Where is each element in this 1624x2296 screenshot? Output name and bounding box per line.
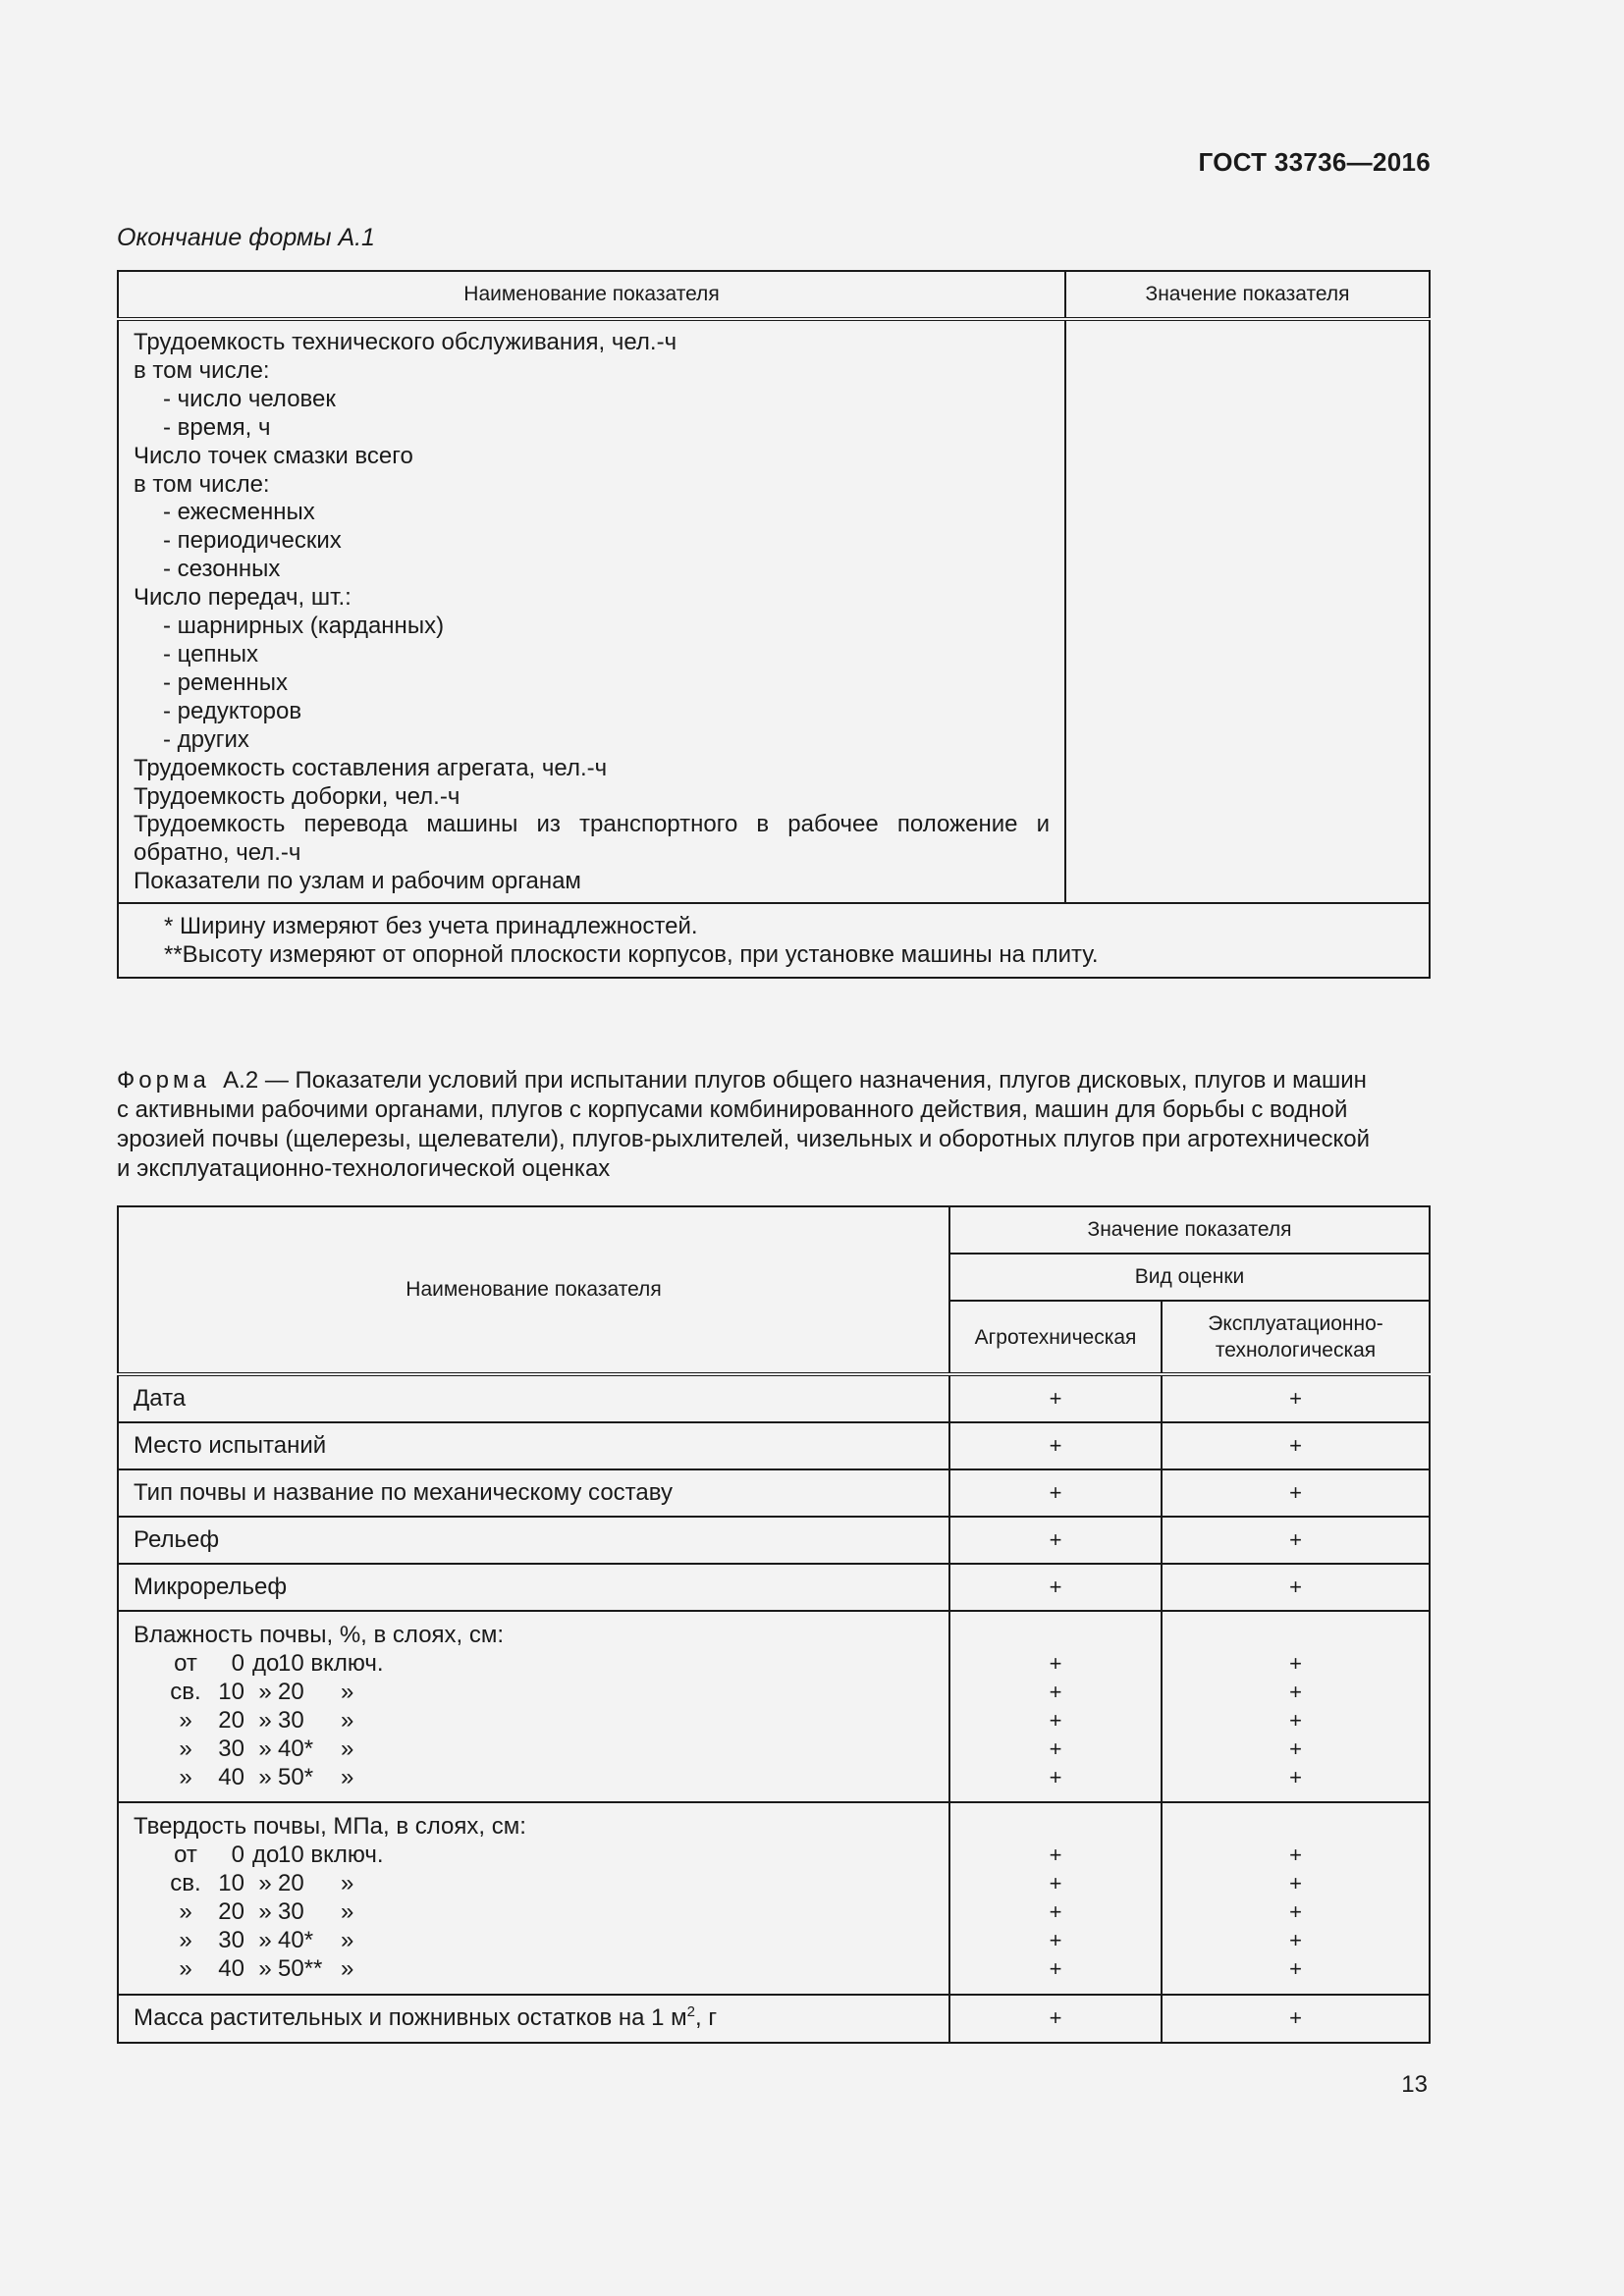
layer-cell: » <box>258 1927 272 1954</box>
layer-cell: » <box>341 1954 354 1982</box>
indicator-line: - шарнирных (карданных) <box>163 613 445 640</box>
form-title-line-4: и эксплуатационно-технологической оценках <box>117 1155 611 1182</box>
page-number: 13 <box>1401 2071 1428 2098</box>
indicator-line: - сезонных <box>163 556 281 583</box>
table-row <box>118 1517 1430 1564</box>
column-header-name: Наименование показателя <box>118 1206 949 1374</box>
row-agro-mark: + <box>949 1469 1162 1517</box>
layer-cell: 40* <box>278 1927 314 1954</box>
table-row <box>118 1564 1430 1611</box>
form-a2-caption <box>117 1066 1431 1184</box>
layer-cell: 30 <box>278 1898 304 1926</box>
layer-cell: » <box>179 1898 192 1926</box>
layer-cell: » <box>341 1678 354 1705</box>
layer-mark: + <box>1289 1679 1302 1704</box>
layer-mark: + <box>1049 1928 1062 1953</box>
layer-mark: + <box>1289 1764 1302 1789</box>
column-header-value: Значение показателя <box>949 1206 1430 1254</box>
layer-cell: » <box>179 1706 192 1734</box>
layer-range <box>134 1764 934 1792</box>
layer-cell: 0 <box>231 1649 244 1677</box>
layer-cell: » <box>258 1763 272 1790</box>
layer-cell: » <box>258 1870 272 1897</box>
layer-cell: до <box>252 1649 280 1677</box>
layer-cell: 10 включ. <box>278 1649 384 1677</box>
form-label: Форма <box>117 1067 210 1094</box>
layer-cell: » <box>179 1763 192 1790</box>
row-agro-mark: + <box>949 1517 1162 1564</box>
layer-mark: + <box>1289 1842 1302 1868</box>
layer-range <box>134 1679 934 1707</box>
layer-cell: 40 <box>218 1954 244 1982</box>
layer-cell: св. <box>170 1870 201 1897</box>
layer-mark: + <box>1049 1899 1062 1925</box>
layer-cell: » <box>179 1735 192 1762</box>
layer-cell: » <box>258 1678 272 1705</box>
layer-cell: » <box>341 1735 354 1762</box>
layer-mark: + <box>1049 1871 1062 1896</box>
row-expl-mark: + <box>1162 1564 1430 1611</box>
row-name: Дата <box>118 1374 949 1422</box>
column-header-name: Наименование показателя <box>118 271 1065 319</box>
indicator-line: - редукторов <box>163 697 302 724</box>
indicator-line: - периодических <box>163 527 342 555</box>
layer-cell: » <box>341 1898 354 1926</box>
layer-cell: 40* <box>278 1735 314 1762</box>
indicator-line: обратно, чел.-ч <box>134 839 301 867</box>
hardness-expl-marks <box>1162 1802 1430 1994</box>
layer-mark: + <box>1049 1707 1062 1733</box>
column-header-assessment-kind: Вид оценки <box>949 1254 1430 1301</box>
document-code: ГОСТ 33736—2016 <box>1198 147 1431 177</box>
indicator-line: - ежесменных <box>163 499 315 526</box>
layer-cell: » <box>341 1706 354 1734</box>
table-row <box>118 1374 1430 1422</box>
indicator-line: Трудоемкость перевода машины из транспортного в рабочее положение и <box>134 811 1050 838</box>
indicator-line: - других <box>163 725 249 753</box>
row-name: Тип почвы и название по механическому составу <box>118 1469 949 1517</box>
row-agro-mark: + <box>949 1422 1162 1469</box>
mass-row-expl: + <box>1162 1995 1430 2043</box>
hardness-row-name: Твердость почвы, МПа, в слоях, см: от 0 до 10 включ. св. 10 » 20 » » 20 » 30 » » 30 » 40* » » 40 » 50** » <box>118 1802 949 1994</box>
layer-range <box>134 1650 934 1679</box>
indicator-value-cell <box>1065 319 1430 903</box>
layer-cell: » <box>179 1927 192 1954</box>
row-expl-mark: + <box>1162 1517 1430 1564</box>
layer-cell <box>341 1650 380 1679</box>
indicator-line: Трудоемкость технического обслуживания, чел.-ч <box>134 329 677 355</box>
layer-mark: + <box>1049 1764 1062 1789</box>
indicator-line: в том числе: <box>134 470 270 498</box>
layer-cell: 50* <box>278 1763 314 1790</box>
layer-cell: 20 <box>278 1870 304 1897</box>
indicator-line: Показатели по узлам и рабочим органам <box>134 868 581 895</box>
row-expl-mark: + <box>1162 1469 1430 1517</box>
moisture-agro-marks <box>949 1611 1162 1802</box>
layer-cell: » <box>258 1706 272 1734</box>
layer-cell: 10 <box>218 1870 244 1897</box>
indicator-line: Трудоемкость доборки, чел.-ч <box>134 782 460 810</box>
layer-mark: + <box>1289 1650 1302 1676</box>
layer-cell: » <box>258 1898 272 1926</box>
moisture-expl-marks <box>1162 1611 1430 1802</box>
layer-range <box>134 1955 934 1984</box>
row-name: Микрорельеф <box>118 1564 949 1611</box>
form-title-line-2: с активными рабочими органами, плугов с корпусами комбинированного действия, машин для борьбы с водной <box>117 1096 1348 1123</box>
layer-cell: » <box>341 1763 354 1790</box>
layer-cell: » <box>341 1870 354 1897</box>
layer-mark: + <box>1289 1955 1302 1981</box>
moisture-row-name: Влажность почвы, %, в слоях, см: от 0 до 10 включ. св. 10 » 20 » » 20 » 30 » » 30 » 40* » » 40 » 50* » <box>118 1611 949 1802</box>
column-header-value: Значение показателя <box>1065 271 1430 319</box>
layer-cell: 10 включ. <box>278 1842 384 1869</box>
row-name: Рельеф <box>118 1517 949 1564</box>
layer-cell: до <box>252 1842 280 1869</box>
row-expl-mark: + <box>1162 1374 1430 1422</box>
mass-row-agro: + <box>949 1995 1162 2043</box>
layer-mark: + <box>1289 1707 1302 1733</box>
hardness-agro-marks <box>949 1802 1162 1994</box>
indicator-line: Число точек смазки всего <box>134 442 413 469</box>
layer-range <box>134 1842 934 1870</box>
layer-mark: + <box>1289 1871 1302 1896</box>
layer-mark: + <box>1289 1735 1302 1761</box>
layer-cell: 20 <box>218 1898 244 1926</box>
layer-cell: » <box>258 1954 272 1982</box>
layer-cell: 30 <box>278 1706 304 1734</box>
layer-cell: от <box>174 1842 197 1869</box>
column-header-agrotechnical: Агротехническая <box>949 1301 1162 1374</box>
row-agro-mark: + <box>949 1564 1162 1611</box>
layer-cell: от <box>174 1649 197 1677</box>
layer-mark: + <box>1289 1928 1302 1953</box>
mass-row-name: Масса растительных и пожнивных остатков на 1 $м^2$, г <box>118 1995 949 2043</box>
form-a2-table <box>117 1205 1431 2044</box>
footnote-width: * Ширину измеряют без учета принадлежностей. <box>164 913 698 940</box>
column-header-operational: Эксплуатационно- технологическая <box>1162 1301 1430 1374</box>
layer-cell: 30 <box>218 1735 244 1762</box>
indicator-line: Число передач, шт.: <box>134 584 352 612</box>
row-expl-mark: + <box>1162 1422 1430 1469</box>
indicator-line: Трудоемкость составления агрегата, чел.-ч <box>134 754 608 781</box>
indicator-line: в том числе: <box>134 356 270 384</box>
table-row <box>118 1422 1430 1469</box>
form-a1-table <box>117 270 1431 979</box>
form-title-line-1: — Показатели условий при испытании плугов общего назначения, плугов дисковых, плугов и машин <box>258 1067 1367 1094</box>
row-agro-mark: + <box>949 1374 1162 1422</box>
indicator-line: - число человек <box>163 385 336 412</box>
layer-cell: 50** <box>278 1954 323 1982</box>
layer-cell: 40 <box>218 1763 244 1790</box>
layer-mark: + <box>1049 1679 1062 1704</box>
layer-mark: + <box>1049 1842 1062 1868</box>
indicator-line: - ременных <box>163 668 288 696</box>
layer-cell: 20 <box>278 1678 304 1705</box>
layer-cell <box>341 1842 380 1870</box>
layer-mark: + <box>1049 1650 1062 1676</box>
form-title-line-3: эрозией почвы (щелерезы, щелеватели), плугов-рыхлителей, чизельных и оборотных плугов при агротехнической <box>117 1126 1370 1152</box>
table-row <box>118 1469 1430 1517</box>
layer-cell: 0 <box>231 1842 244 1869</box>
indicator-line: - цепных <box>163 640 258 667</box>
row-name: Место испытаний <box>118 1422 949 1469</box>
layer-mark: + <box>1289 1899 1302 1925</box>
layer-range <box>134 1870 934 1898</box>
layer-range <box>134 1927 934 1955</box>
footnote-height: **Высоту измеряют от опорной плоскости корпусов, при установке машины на плиту. <box>164 941 1099 969</box>
indicator-line: - время, ч <box>163 413 271 441</box>
layer-cell: 20 <box>218 1706 244 1734</box>
layer-mark: + <box>1049 1955 1062 1981</box>
indicator-list <box>118 319 1065 903</box>
footnotes <box>118 903 1430 978</box>
layer-cell: св. <box>170 1678 201 1705</box>
form-number: А.2 <box>223 1067 259 1094</box>
layer-range <box>134 1735 934 1764</box>
layer-cell: 10 <box>218 1678 244 1705</box>
layer-cell: » <box>258 1735 272 1762</box>
layer-cell: 30 <box>218 1927 244 1954</box>
layer-cell: » <box>341 1927 354 1954</box>
layer-range <box>134 1707 934 1735</box>
layer-mark: + <box>1049 1735 1062 1761</box>
form-a1-continuation-caption: Окончание формы А.1 <box>117 224 375 251</box>
layer-cell: » <box>179 1954 192 1982</box>
layer-range <box>134 1898 934 1927</box>
